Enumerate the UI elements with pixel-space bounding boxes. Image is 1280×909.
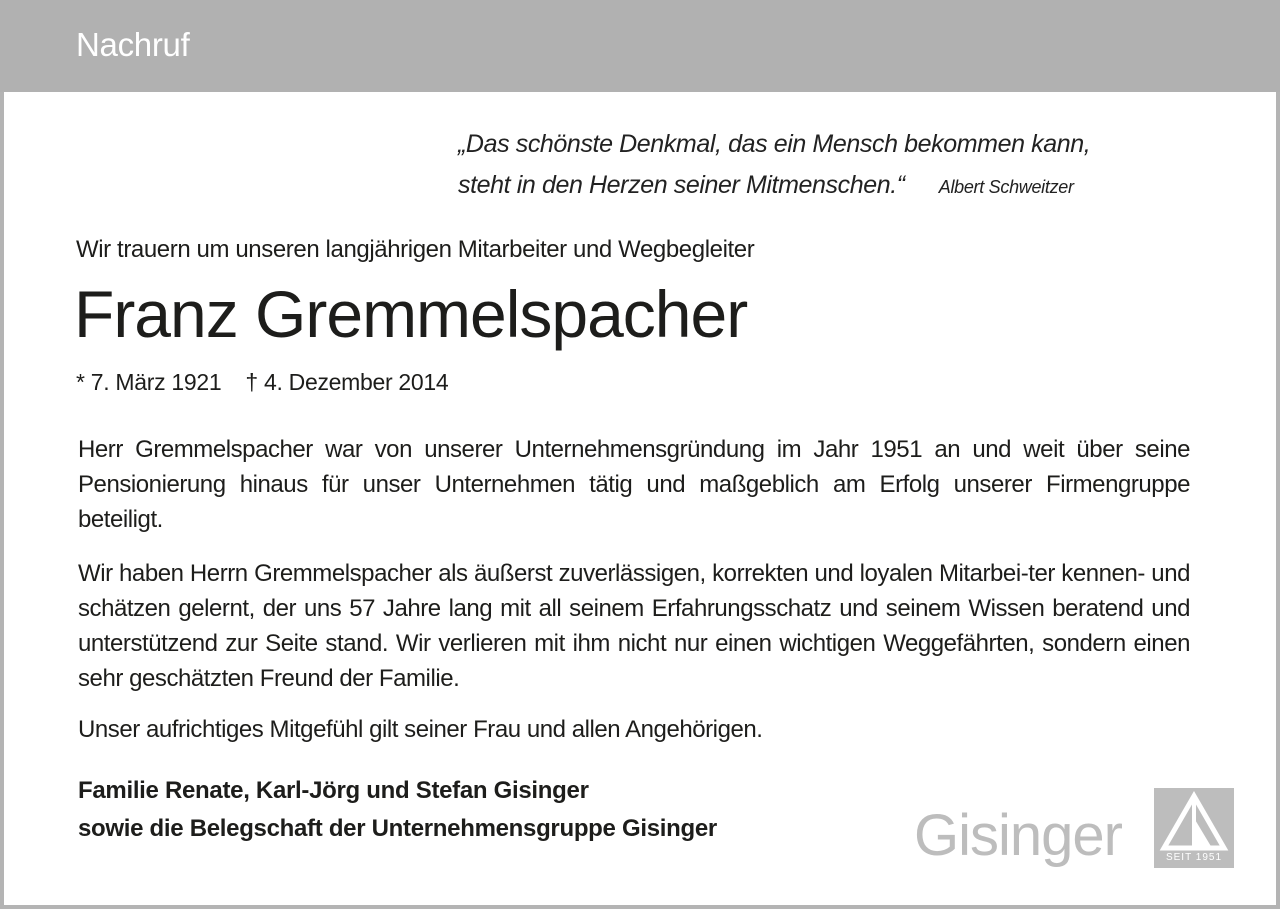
logo-since: SEIT 1951 — [1165, 852, 1223, 863]
gisinger-triangle-logo-icon — [1154, 788, 1234, 868]
intro-text: Wir trauern um unseren langjährigen Mitarbeiter und Wegbegleiter — [76, 236, 755, 263]
birth-date: * 7. März 1921 — [76, 369, 222, 395]
paragraph-1: Herr Gremmelspacher war von unserer Unternehmensgründung im Jahr 1951 an und weit über seine Pensionierung hinaus für unser Unternehmen tätig und maßgeblich am Erfolg unserer Firmengruppe beteiligt. — [78, 436, 1190, 533]
quote-line-1: „Das schönste Denkmal, das ein Mensch bekommen kann, — [458, 130, 1091, 158]
deceased-name: Franz Gremmelspacher — [74, 277, 748, 351]
company-logo — [914, 788, 1234, 872]
signature-line-2: sowie die Belegschaft der Unternehmensgruppe Gisinger — [78, 815, 717, 842]
quote-author: Albert Schweitzer — [938, 177, 1074, 197]
signature — [78, 772, 717, 848]
life-dates — [76, 369, 448, 396]
quote-line-2: steht in den Herzen seiner Mitmenschen.“ — [458, 171, 905, 199]
paragraph-2: Wir haben Herrn Gremmelspacher als äußerst zuverlässigen, korrekten und loyalen Mitarbei-ter kennen- und schätzen gelernt, der uns 57 Jahre lang mit all seinem Erfahrungsschatz und seinem Wissen beratend und unterstützend zur Seite stand. Wir verlieren mit ihm nicht nur einen wichtigen Weggefährten, sondern einen sehr geschätzten Freund der Familie. — [78, 560, 1190, 692]
header-bar — [0, 0, 1280, 92]
header-title: Nachruf — [76, 26, 190, 63]
signature-line-1: Familie Renate, Karl-Jörg und Stefan Gisinger — [78, 777, 589, 804]
quote — [458, 124, 1218, 208]
death-date: † 4. Dezember 2014 — [245, 369, 449, 395]
quote-line-2-wrap — [458, 165, 1218, 208]
logo-wordmark: Gisinger — [914, 803, 1122, 868]
paragraph-3: Unser aufrichtiges Mitgefühl gilt seiner Frau und allen Angehörigen. — [78, 716, 763, 743]
